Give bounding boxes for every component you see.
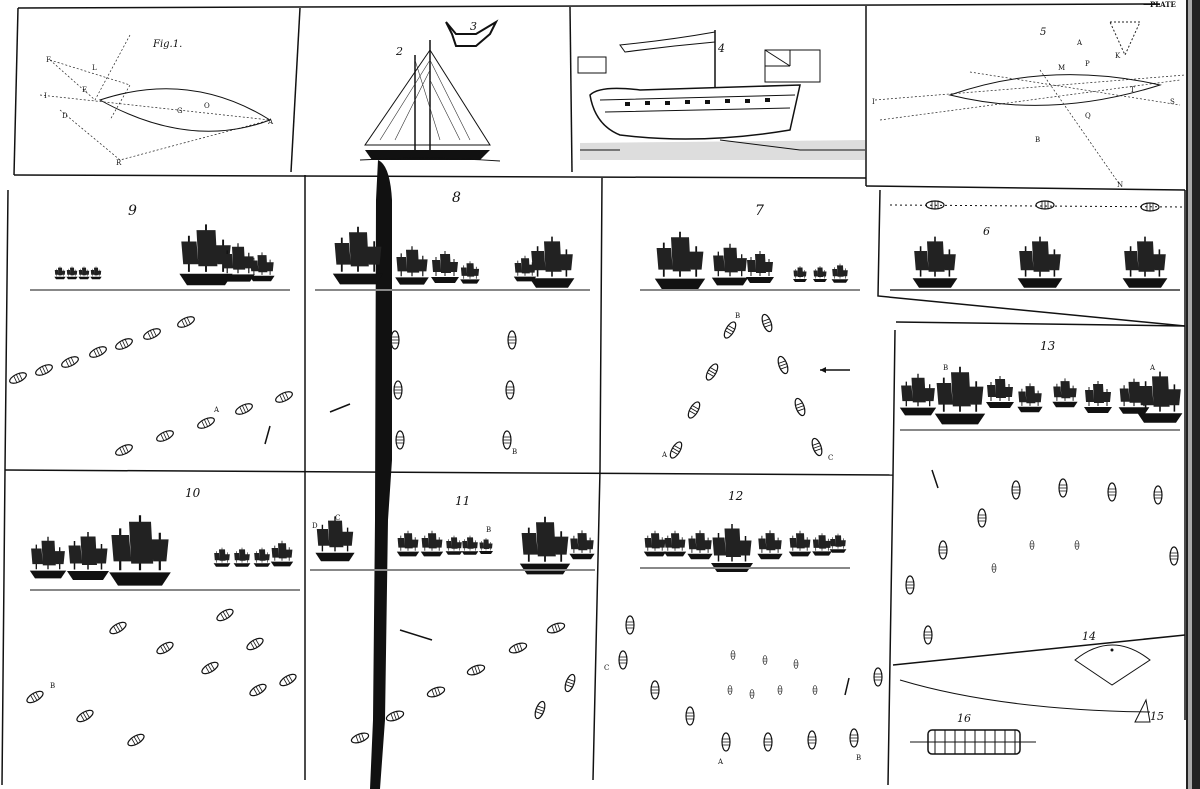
figure-7-label: 7 (755, 203, 764, 219)
letter-B-fig10: B (50, 682, 56, 690)
letter-A-fig1: A (268, 118, 274, 126)
letter-K: K (1115, 52, 1121, 60)
figure-10-fleet (25, 486, 300, 748)
letter-B-fig8: B (512, 448, 518, 456)
figure-11-fleet (310, 494, 595, 745)
figure-14-sector (1075, 630, 1150, 685)
letter-C-fig11: C (335, 514, 341, 522)
letter-A-fig13: A (1150, 364, 1156, 372)
figure-6-fleet (890, 201, 1185, 290)
figure-7-line-of-battle (640, 203, 860, 462)
letter-B-fig7: B (735, 312, 741, 320)
figure-12-fleet (604, 489, 882, 766)
figure-16-roller (910, 712, 1036, 754)
figure-14-label: 14 (1082, 630, 1096, 643)
figure-2-label: 2 (396, 45, 403, 58)
letter-L: L (92, 64, 97, 72)
letter-T: T (1130, 86, 1135, 94)
figure-6-label: 6 (983, 225, 990, 238)
figure-4-label: 4 (718, 42, 725, 55)
figure-2-boat (360, 40, 500, 161)
letter-E: E (82, 86, 88, 94)
figure-1-diagram (40, 35, 274, 167)
figure-13-label: 13 (1040, 339, 1056, 353)
figure-4-ship-hull (578, 30, 865, 160)
figure-8-label: 8 (452, 190, 461, 206)
letter-D: D (62, 112, 68, 120)
letter-S: S (1170, 98, 1175, 106)
figure-10-label: 10 (185, 486, 201, 500)
figure-13-fleet (900, 339, 1183, 644)
letter-A-fig5: A (1077, 39, 1083, 47)
figure-12-label: 12 (728, 489, 744, 503)
letter-A-fig7: A (662, 451, 668, 459)
letter-O: O (204, 102, 210, 110)
figure-15-label: 15 (1150, 710, 1164, 723)
letter-B-fig12: B (856, 754, 862, 762)
letter-R: R (116, 159, 122, 167)
plate-header: PLATE (1150, 0, 1176, 9)
figure-1-label: Fig.1. (153, 39, 183, 50)
letter-C-fig7: C (828, 454, 834, 462)
letter-N: N (1117, 181, 1124, 189)
letter-A-fig12: A (718, 758, 724, 766)
letter-B-fig11: B (486, 526, 492, 534)
letter-B-fig5: B (1035, 136, 1041, 144)
letter-F: F (46, 56, 51, 64)
letter-A-fig9: A (214, 406, 220, 414)
letter-I-fig5: I (872, 98, 875, 106)
figure-5-diagram (872, 22, 1185, 189)
letter-M: M (1058, 64, 1066, 72)
letter-I: I (44, 92, 47, 100)
figure-8-engagement (315, 190, 590, 456)
letter-C-fig12: C (604, 664, 610, 672)
figure-9-label: 9 (128, 203, 137, 219)
letter-Q: Q (1085, 112, 1091, 120)
figure-15-diagram (900, 680, 1164, 723)
figure-16-label: 16 (957, 712, 971, 725)
figure-5-label: 5 (1040, 27, 1047, 38)
letter-G: G (177, 107, 183, 115)
figure-3-label: 3 (470, 20, 477, 33)
figure-9-fleet (8, 203, 294, 457)
letter-B-fig13: B (943, 364, 949, 372)
figure-11-label: 11 (455, 494, 471, 508)
letter-D-fig11: D (312, 522, 318, 530)
figure-3-emblem (446, 20, 496, 46)
letter-P: P (1085, 60, 1090, 68)
